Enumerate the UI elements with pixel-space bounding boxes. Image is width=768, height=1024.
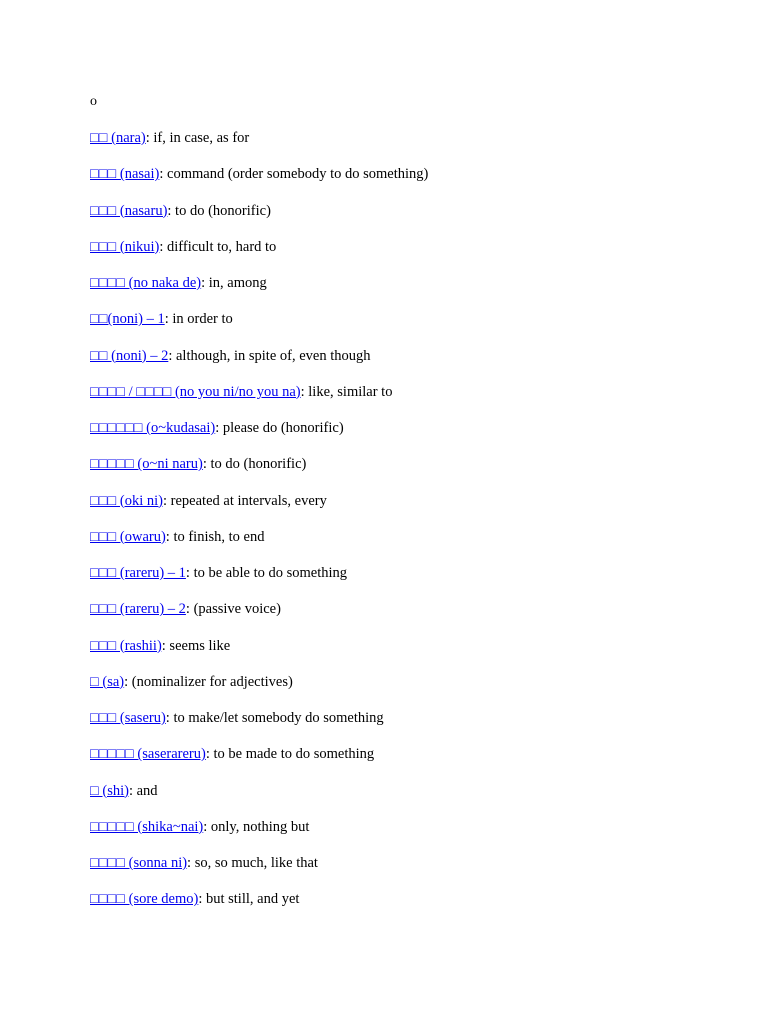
list-item [90, 455, 730, 473]
entry-definition: : (passive voice) [185, 601, 281, 618]
entry-definition: : to finish, to end [165, 528, 265, 545]
list-item [90, 202, 730, 220]
list-item [90, 745, 730, 763]
list-item [90, 419, 730, 437]
list-item [90, 129, 730, 147]
list-item [90, 310, 730, 328]
entry-definition: : seems like [161, 637, 231, 654]
list-item [90, 854, 730, 872]
entry-link[interactable]: □ (sa) [90, 673, 125, 690]
entry-definition: : if, in case, as for [145, 130, 250, 146]
entry-link[interactable]: □□□ (rareru) – 2 [90, 601, 186, 618]
entry-definition: : to be able to do something [185, 565, 348, 581]
list-item [90, 564, 730, 582]
entry-link[interactable]: □ (shi) [90, 782, 129, 799]
entry-link[interactable]: □□□ (oki ni) [90, 492, 163, 509]
entry-definition: : although, in spite of, even though [168, 347, 371, 364]
entry-definition: : like, similar to [300, 383, 393, 400]
list-item [90, 383, 730, 401]
entry-link[interactable]: □□□ (nikui) [90, 238, 160, 255]
entry-link[interactable]: □□□ (saseru) [90, 710, 166, 726]
entry-link[interactable]: □□□□□ (saserareru) [90, 746, 206, 763]
list-item [90, 637, 730, 655]
entry-definition: : only, nothing but [203, 818, 310, 835]
entry-definition: : and [128, 782, 158, 799]
section-letter: o [90, 94, 97, 109]
entry-link[interactable]: □□□□□□ (o~kudasai) [90, 420, 216, 436]
list-item [90, 528, 730, 546]
list-item [90, 890, 730, 908]
list-item [90, 165, 730, 183]
entry-link[interactable]: □□□□□ (shika~nai) [90, 818, 204, 835]
list-item [90, 347, 730, 365]
list-item [90, 492, 730, 510]
list-item [90, 600, 730, 618]
entry-link[interactable]: □□□ (rashii) [90, 637, 162, 654]
entry-definition: : difficult to, hard to [159, 238, 277, 255]
entry-link[interactable]: □□(noni) – 1 [90, 311, 165, 328]
list-item [90, 782, 730, 800]
entry-link[interactable]: □□□□ (no naka de) [90, 275, 202, 291]
list-item [90, 709, 730, 727]
entry-link[interactable]: □□□ (nasai) [90, 166, 160, 183]
entry-link[interactable]: □□□□ / □□□□ (no you ni/no you na) [90, 383, 301, 400]
entry-link[interactable]: □□ (nara) [90, 130, 146, 146]
entry-definition: : to do (honorific) [167, 202, 271, 219]
entry-definition: : to make/let somebody do something [165, 710, 384, 726]
list-item [90, 274, 730, 292]
entry-definition: : repeated at intervals, every [163, 492, 327, 509]
grammar-entry-list [90, 129, 730, 908]
entry-definition: : command (order somebody to do something) [159, 166, 429, 183]
entry-definition: : so, so much, like that [187, 855, 318, 871]
entry-definition: : to be made to do something [205, 746, 375, 763]
entry-link[interactable]: □□□ (rareru) – 1 [90, 565, 186, 581]
entry-definition: : (nominalizer for adjectives) [124, 673, 293, 690]
entry-link[interactable]: □□□ (nasaru) [90, 202, 168, 219]
entry-definition: : to do (honorific) [202, 456, 307, 473]
document-page [90, 93, 730, 927]
entry-link[interactable]: □□□□ (sore demo) [90, 891, 199, 908]
entry-definition: : but still, and yet [198, 891, 300, 908]
list-item [90, 238, 730, 256]
list-item [90, 673, 730, 691]
list-item [90, 818, 730, 836]
entry-link[interactable]: □□□□ (sonna ni) [90, 855, 188, 871]
entry-link[interactable]: □□□ (owaru) [90, 528, 166, 545]
entry-link[interactable]: □□ (noni) – 2 [90, 347, 169, 364]
entry-definition: : please do (honorific) [215, 420, 344, 436]
entry-definition: : in order to [164, 311, 233, 328]
entry-definition: : in, among [201, 275, 267, 291]
entry-link[interactable]: □□□□□ (o~ni naru) [90, 456, 203, 473]
